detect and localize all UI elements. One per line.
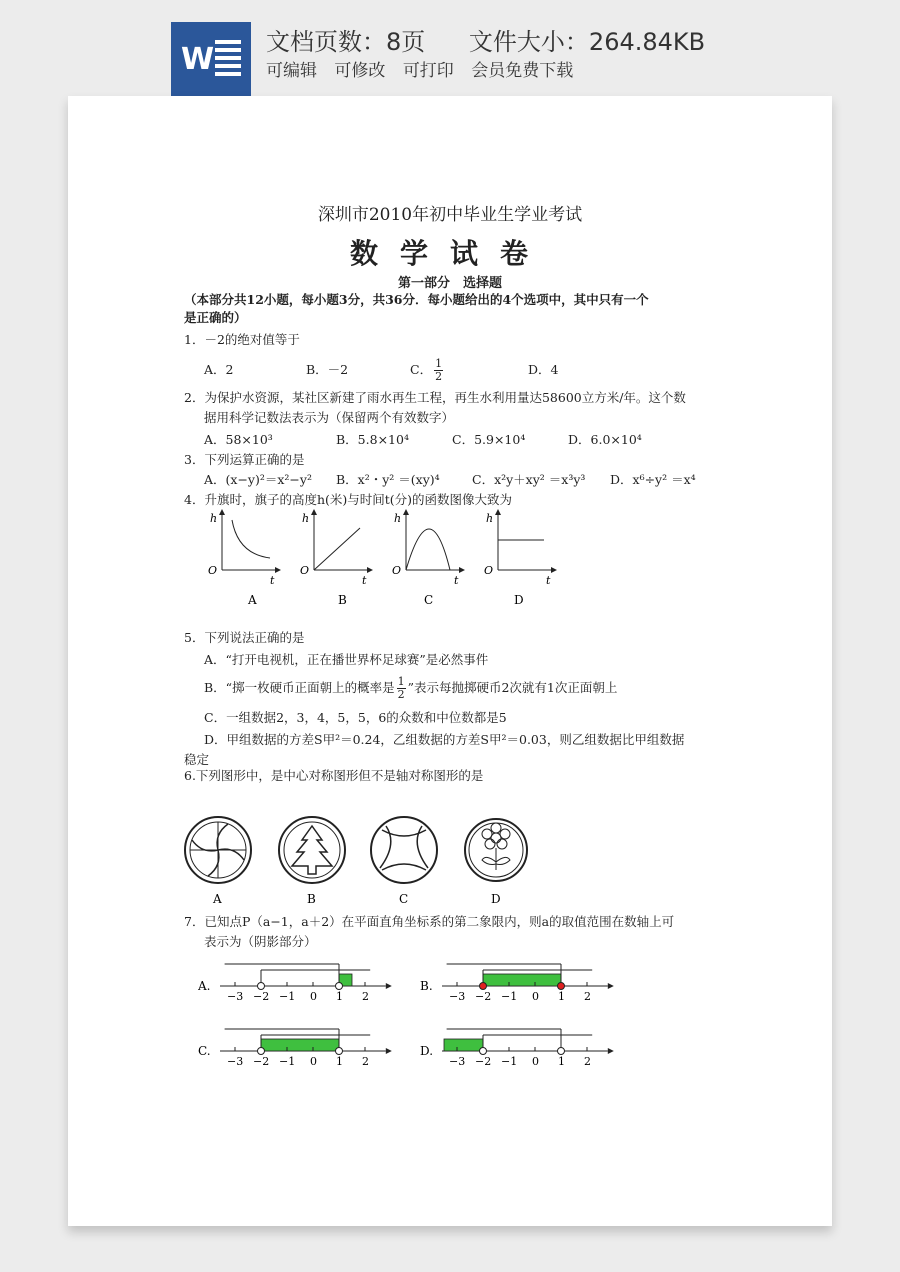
number-line-a [198, 964, 392, 1003]
q3-option-c: C．x²y＋xy² ＝x³y³ [472, 472, 586, 487]
figure-label-c: C [399, 892, 409, 906]
tick-label: −2 [475, 990, 492, 1003]
q3-option-b: B．x²・y² ＝(xy)⁴ [336, 472, 440, 487]
origin-label: O [484, 564, 494, 577]
axis-h-label: h [394, 512, 402, 525]
tick-label: −1 [501, 1055, 518, 1068]
word-icon-letter: W [181, 42, 215, 77]
q5-option-b: B．“掷一枚硬币正面朝上的概率是 $\frac{1}{2}$ ”表示每抛掷硬币2次就有1次正面朝上 [204, 675, 618, 701]
q2-option-b: B．5.8×10⁴ [336, 432, 409, 447]
option-label: C. [198, 1044, 211, 1058]
file-size: 文件大小：264.84KB [468, 28, 706, 56]
tick-label: 0 [310, 1055, 317, 1068]
instructions-line2: 是正确的） [184, 310, 247, 325]
tick-label: −2 [253, 1055, 270, 1068]
origin-label: O [208, 564, 218, 577]
q2-option-a: A．58×10³ [204, 432, 273, 447]
axis-h-label: h [210, 512, 218, 525]
number-line-b [420, 964, 614, 1003]
q5-option-d-line2: 稳定 [184, 752, 210, 767]
tick-label: −3 [227, 990, 244, 1003]
q2-stem-line1: 2．为保护水资源，某社区新建了雨水再生工程，再生水利用量达58600立方米/年。这个数 [184, 390, 686, 405]
option-label: B. [420, 979, 433, 993]
q5-stem: 5．下列说法正确的是 [184, 630, 305, 645]
section-title: 第一部分 选择题 [397, 276, 502, 291]
q5-fraction: $\frac{1}{2}$ [397, 675, 405, 701]
q6-stem: 6.下列图形中，是中心对称图形但不是轴对称图形的是 [184, 768, 484, 783]
q6-figure-d [465, 819, 527, 906]
document-page [68, 96, 832, 1226]
origin-label: O [300, 564, 310, 577]
q4-graph-b [300, 510, 372, 607]
q3-option-d: D．x⁶÷y² ＝x⁴ [610, 472, 696, 487]
endpoint [336, 983, 343, 990]
tick-label: 2 [362, 990, 369, 1003]
q7-stem-line2: 表示为（阴影部分） [204, 934, 317, 949]
q5-option-c: C．一组数据2，3，4，5，5，6的众数和中位数都是5 [204, 710, 507, 725]
endpoint [480, 1048, 487, 1055]
q3-option-a: A．(x−y)²＝x²−y² [204, 472, 312, 487]
tick-label: −2 [253, 990, 270, 1003]
endpoint [258, 1048, 265, 1055]
q5-option-a: A．“打开电视机，正在播世界杯足球赛”是必然事件 [204, 652, 489, 667]
tick-label: −3 [449, 1055, 466, 1068]
tick-label: −3 [449, 990, 466, 1003]
option-label: D. [420, 1044, 434, 1058]
file-meta [266, 22, 741, 57]
graph-label-b: B [338, 593, 347, 607]
axis-arrow [608, 1048, 614, 1054]
tick-label: 2 [362, 1055, 369, 1068]
q6-figure-b [279, 817, 345, 906]
number-line-d [420, 1029, 614, 1068]
axis-arrow [608, 983, 614, 989]
q5-option-d-line1: D．甲组数据的方差S甲²＝0.24，乙组数据的方差S甲²＝0.03，则乙组数据比甲组数据 [204, 732, 685, 747]
feature-list [266, 56, 585, 81]
exam-subject: 数学试卷 [349, 237, 550, 270]
endpoint [558, 983, 565, 990]
feature-modifiable: 可修改 [334, 61, 386, 81]
q1-option-d: D．4 [528, 362, 559, 377]
q2-stem-line2: 据用科学记数法表示为（保留两个有效数字） [204, 410, 455, 425]
tick-label: 0 [532, 990, 539, 1003]
q1-fraction: $\frac{1}{2}$ [435, 357, 443, 383]
feature-printable: 可打印 [402, 61, 454, 81]
graph-label-d: D [514, 593, 524, 607]
number-line-c [198, 1029, 392, 1068]
axis-h-label: h [486, 512, 494, 525]
option-label: A. [198, 979, 211, 993]
axis-arrow [386, 1048, 392, 1054]
tick-label: 1 [336, 990, 343, 1003]
q4-graphs [198, 506, 578, 616]
endpoint [258, 983, 265, 990]
q2-option-c: C．5.9×10⁴ [452, 432, 526, 447]
shaded-region [444, 1039, 483, 1051]
tick-label: 2 [584, 990, 591, 1003]
feature-member-download: 会员免费下载 [471, 61, 574, 81]
q1-stem: 1．－2的绝对值等于 [184, 332, 300, 347]
tick-label: 1 [558, 990, 565, 1003]
graph-label-c: C [424, 593, 434, 607]
tick-label: −1 [279, 990, 296, 1003]
q4-stem: 4．升旗时，旗子的高度h(米)与时间t(分)的函数图像大致为 [184, 492, 513, 507]
q7-number-lines [198, 956, 638, 1096]
tick-label: 0 [532, 1055, 539, 1068]
q3-stem: 3．下列运算正确的是 [184, 452, 305, 467]
origin-label: O [392, 564, 402, 577]
q4-graph-c [392, 510, 464, 607]
axis-arrow [386, 983, 392, 989]
axis-t-label: t [454, 574, 459, 587]
q4-graph-a [208, 510, 280, 607]
feature-editable: 可编辑 [266, 61, 317, 81]
q1-option-b: B．－2 [306, 362, 349, 377]
exam-title: 深圳市2010年初中毕业生学业考试 [317, 205, 583, 225]
tick-label: −2 [475, 1055, 492, 1068]
axis-t-label: t [546, 574, 551, 587]
q4-graph-d [484, 510, 556, 607]
shaded-region [483, 974, 561, 986]
tick-label: 0 [310, 990, 317, 1003]
q1-option-c: C． $\frac{1}{2}$ [410, 357, 443, 383]
endpoint [336, 1048, 343, 1055]
q6-figure-a [185, 817, 251, 906]
q2-option-d: D．6.0×10⁴ [568, 432, 642, 447]
endpoint [558, 1048, 565, 1055]
tick-label: 1 [336, 1055, 343, 1068]
instructions-line1: （本部分共12小题，每小题3分，共36分．每小题给出的4个选项中，其中只有一个 [184, 292, 649, 307]
tick-label: 2 [584, 1055, 591, 1068]
document-banner [0, 0, 900, 96]
tick-label: −3 [227, 1055, 244, 1068]
axis-t-label: t [270, 574, 275, 587]
figure-label-a: A [213, 892, 222, 906]
figure-label-d: D [491, 892, 501, 906]
figure-label-b: B [307, 892, 316, 906]
q6-figures [180, 812, 530, 906]
q1-option-a: A．2 [204, 362, 234, 377]
graph-label-a: A [248, 593, 257, 607]
endpoint [480, 983, 487, 990]
q7-stem-line1: 7．已知点P（a−1，a＋2）在平面直角坐标系的第二象限内，则a的取值范围在数轴上可 [184, 914, 675, 929]
tick-label: −1 [501, 990, 518, 1003]
word-file-icon [171, 22, 251, 96]
tick-label: 1 [558, 1055, 565, 1068]
axis-t-label: t [362, 574, 367, 587]
q6-figure-c [371, 817, 437, 906]
axis-h-label: h [302, 512, 310, 525]
shaded-region [261, 1039, 339, 1051]
page-count: 文档页数：8页 [266, 28, 426, 56]
tick-label: −1 [279, 1055, 296, 1068]
